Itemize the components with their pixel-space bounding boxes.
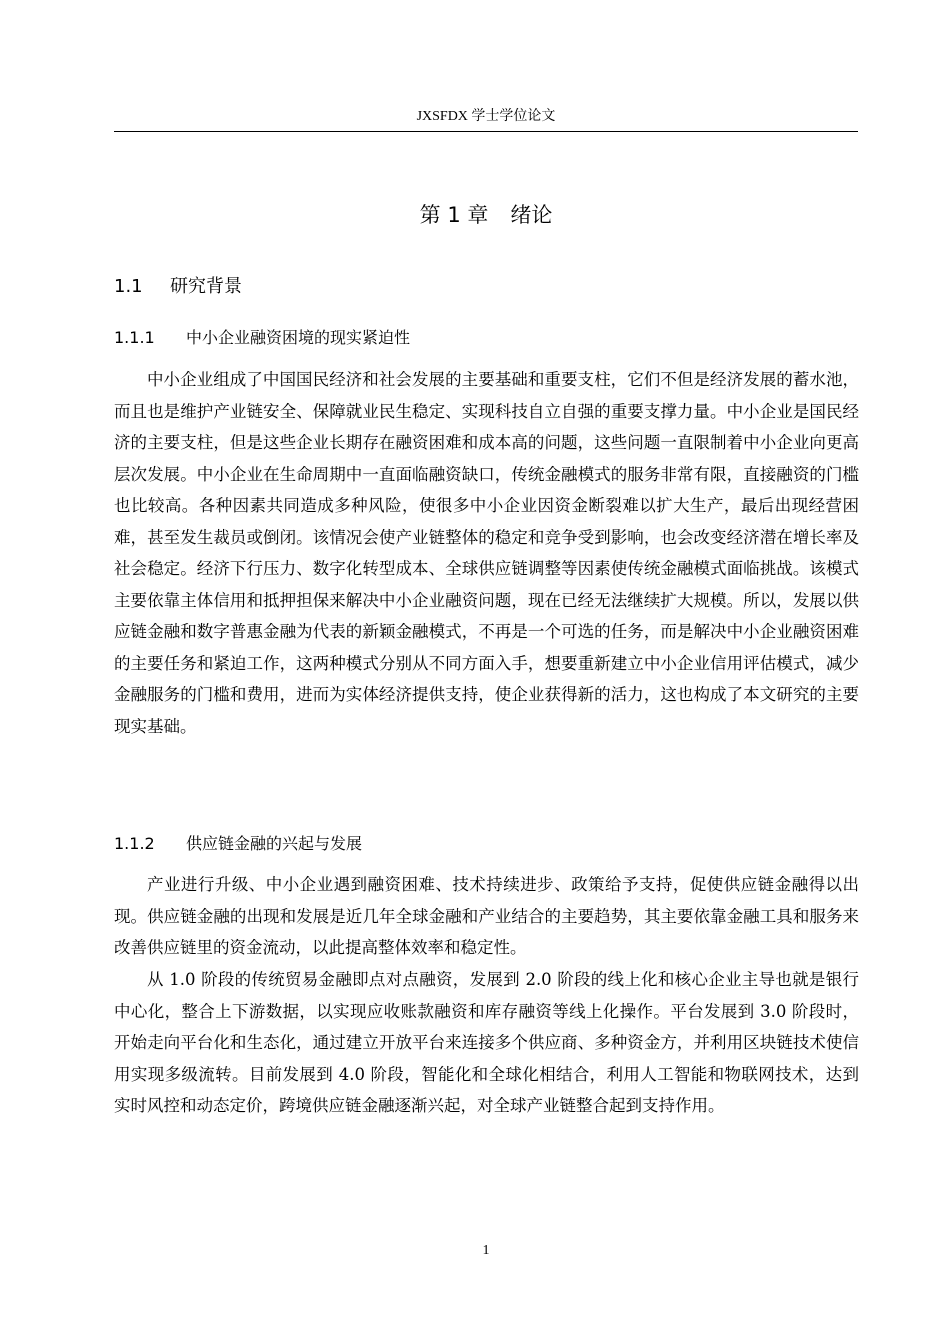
section-title: 研究背景 (170, 276, 242, 297)
paragraph: 产业进行升级、中小企业遇到融资困难、技术持续进步、政策给予支持，促使供应链金融得以出现。供应链金融的出现和发展是近几年全球金融和产业结合的主要趋势，其主要依靠金融工具和服务来改善供应链里的资金流动，以此提高整体效率和稳定性。 (114, 875, 859, 957)
subsection-heading-1-1-2 (114, 832, 362, 856)
chapter-title (114, 200, 858, 230)
subsection-number: 1.1.2 (114, 834, 155, 853)
section-heading-1-1 (114, 274, 242, 300)
subsection-title: 中小企业融资困境的现实紧迫性 (186, 328, 411, 347)
page-number: 1 (482, 1243, 490, 1258)
paragraph: 中小企业组成了中国国民经济和社会发展的主要基础和重要支柱，它们不但是经济发展的蓄水池，而且也是维护产业链安全、保障就业民生稳定、实现科技自立自强的重要支撑力量。中小企业是国民经济的主要支柱，但是这些企业长期存在融资困难和成本高的问题，这些问题一直限制着中小企业向更高层次发展。中小企业在生命周期中一直面临融资缺口，传统金融模式的服务非常有限，直接融资的门槛也比较高。各种因素共同造成多种风险，使很多中小企业因资金断裂难以扩大生产，最后出现经营困难，甚至发生裁员或倒闭。该情况会使产业链整体的稳定和竞争受到影响，也会改变经济潜在增长率及社会稳定。经济下行压力、数字化转型成本、全球供应链调整等因素使传统金融模式面临挑战。该模式主要依靠主体信用和抵押担保来解决中小企业融资问题，现在已经无法继续扩大规模。所以，发展以供应链金融和数字普惠金融为代表的新颖金融模式，不再是一个可选的任务，而是解决中小企业融资困难的主要任务和紧迫工作，这两种模式分别从不同方面入手，想要重新建立中小企业信用评估模式，减少金融服务的门槛和费用，进而为实体经济提供支持，使企业获得新的活力，这也构成了本文研究的主要现实基础。 (114, 370, 859, 736)
subsection-title: 供应链金融的兴起与发展 (186, 834, 363, 853)
paragraph: 从 1.0 阶段的传统贸易金融即点对点融资，发展到 2.0 阶段的线上化和核心企业主导也就是银行中心化，整合上下游数据，以实现应收账款融资和库存融资等线上化操作。平台发展到 3.0 阶段时，开始走向平台化和生态化，通过建立开放平台来连接多个供应商、多种资金方，并利用区块链技术使信用实现多级流转。目前发展到 4.0 阶段，智能化和全球化相结合，利用人工智能和物联网技术，达到实时风控和动态定价，跨境供应链金融逐渐兴起，对全球产业链整合起到支持作用。 (114, 970, 859, 1115)
chapter-number: 第 1 章 (419, 203, 489, 227)
header-rule (114, 131, 858, 132)
section-number: 1.1 (114, 276, 143, 297)
running-header: JXSFDX 学士学位论文 (416, 109, 556, 124)
subsection-heading-1-1-1 (114, 326, 410, 350)
chapter-title-text: 绪论 (510, 203, 553, 227)
subsection-number: 1.1.1 (114, 328, 155, 347)
